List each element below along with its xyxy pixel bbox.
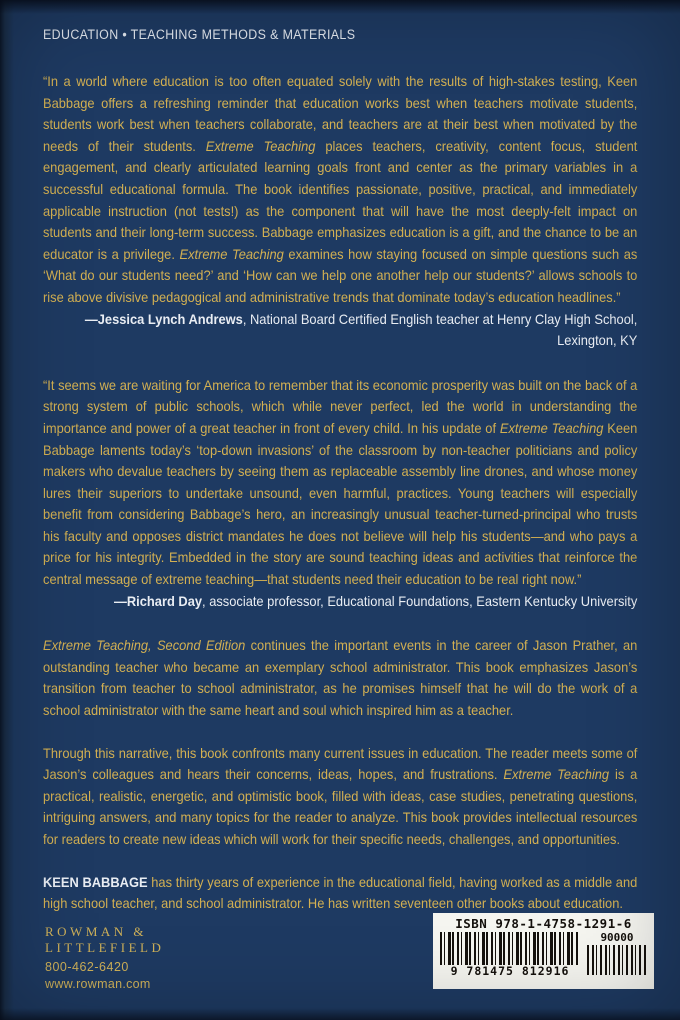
- spacer: [43, 612, 637, 635]
- cover-bottom-edge-shadow: [0, 1008, 680, 1020]
- review-attribution-1: —Jessica Lynch Andrews, National Board Certified English teacher at Henry Clay High School, Lexington, KY: [84, 310, 638, 349]
- publisher-logo: [45, 924, 164, 992]
- narrative-description-paragraph: Through this narrative, this book confronts many current issues in education. The reader meets some of Jason’s colleagues and hears their concerns, ideas, hopes, and frustrations. Extreme Teaching is a practical, realistic, energetic, and optimistic book, filled with ideas, case studies, penetrating questions, intriguing answers, and many topics for the reader to analyze. This book provides intellectual resources for readers to create new ideas which will work for their specific needs, challenges, and opportunities.: [43, 744, 638, 847]
- barcode-bars-row: [440, 932, 647, 989]
- publisher-website: www.rowman.com: [45, 977, 151, 991]
- review-quote-2: “It seems we are waiting for America to remember that its economic prosperity was built on the back of a strong system of public schools, which while never perfect, led the world in understanding the importance and power of a great teacher in front of every child. In his update of Extreme Teaching Keen Babbage laments today’s ‘top-down invasions’ of the classroom by non-teacher politicians and policy makers who devalue teachers by seeing them as replaceable assembly line drones, and whose money lures their superiors to undertake unsound, even harmful, practices. Young teachers will especially benefit from considering Babbage’s hero, an increasingly unusual teacher-turned-principal who trusts his faculty and opposes district mandates he does not believe will help his students—and who pays a price for his integrity. Embedded in the story are sound teaching ideas and activities that reinforce the central message of extreme teaching—that students need their education to be real right now.”: [43, 376, 638, 588]
- back-cover-text-column: [43, 27, 637, 915]
- isbn-barcode-block: [433, 913, 654, 989]
- isbn-label: ISBN 978-1-4758-1291-6: [455, 916, 632, 931]
- book-description-paragraph: Extreme Teaching, Second Edition continues the important events in the career of Jason Prather, an outstanding teacher who became an exemplary school administrator. This book emphasizes Jason’s transition from teacher to school administrator, as he promises himself that he will do the work of a school administrator with the same heart and soul which inspired him as a teacher.: [43, 637, 638, 719]
- review-quote-1: “In a world where education is too often equated solely with the results of high-stakes testing, Keen Babbage offers a refreshing reminder that education works best when teachers motivate students, students work best when teachers collaborate, and teachers are at their best when motivated by the needs of their students. Extreme Teaching places teachers, creativity, content focus, student engagement, and clearly articulated learning goals front and center as the primary variables in a successful educational formula. The book identifies passionate, positive, practical, and immediately applicable instruction (not tests!) as the component that will have the most deeply-felt impact on students and their long-term success. Babbage emphasizes education is a gift, and the chance to be an educator is a privilege. Extreme Teaching examines how staying focused on simple questions such as ‘What do our students need?’ and ‘How can we help one another help our students?’ allows schools to rise above divisive pedagogical and administrative trends that dominate today’s education headlines.”: [43, 73, 638, 305]
- ean-supplement-column: [587, 932, 647, 989]
- cover-top-edge-shadow: [0, 0, 680, 14]
- supplement-barcode-bars: [587, 945, 647, 975]
- spacer: [43, 722, 637, 743]
- spacer: [43, 352, 637, 375]
- publisher-phone: 800-462-6420: [45, 960, 129, 974]
- category-label: EDUCATION • TEACHING METHODS & MATERIALS: [43, 27, 356, 42]
- author-bio: KEEN BABBAGE has thirty years of experience in the educational field, having worked as a middle and high school teacher, and school administrator. He has written seventeen other books about education.: [43, 873, 638, 912]
- price-code: 90000: [600, 931, 634, 944]
- barcode-bars: [440, 932, 580, 965]
- barcode-digits: 9 781475 812916: [450, 964, 570, 978]
- publisher-name-line1: ROWMAN &: [45, 924, 148, 939]
- publisher-name-line2: LITTLEFIELD: [45, 940, 165, 955]
- cover-left-edge-shadow: [0, 0, 14, 1020]
- review-attribution-2: —Richard Day, associate professor, Educational Foundations, Eastern Kentucky University: [113, 592, 638, 609]
- spacer: [43, 851, 637, 872]
- ean-main-column: [440, 932, 580, 989]
